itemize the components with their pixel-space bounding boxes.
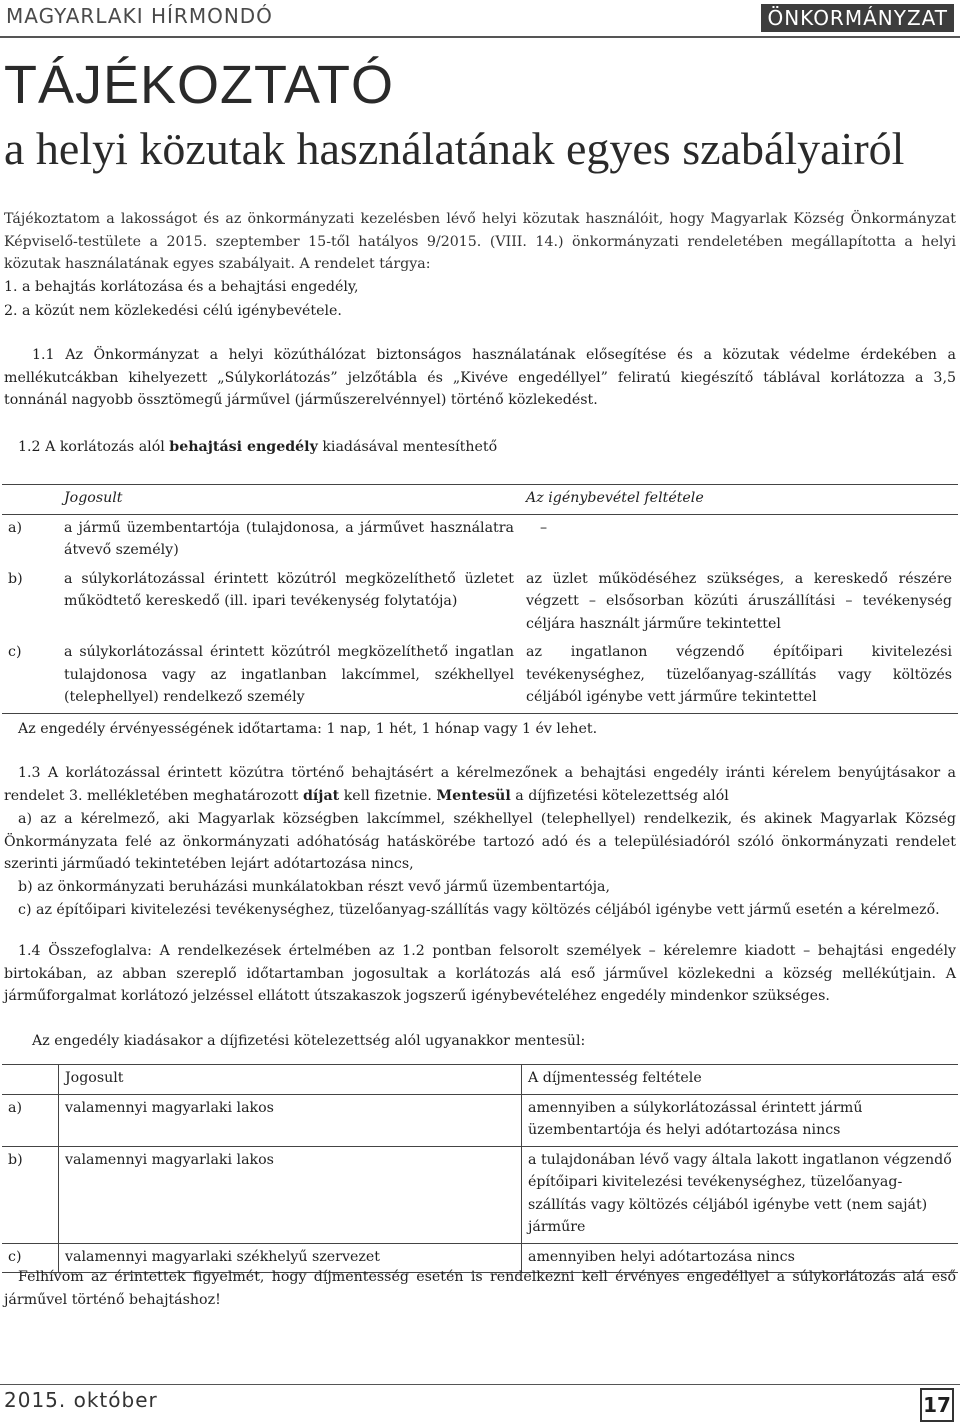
row-label: c): [2, 639, 58, 713]
publication-name: MAGYARLAKI HÍRMONDÓ: [6, 4, 273, 28]
section-1-3-pre: 1.3 A korlátozással érintett közútra történő behajtásért a kérelmezőnek a behajtási engedély iránti kérelem benyújtásakor a rendelet 3. mellékletében meghatározott: [4, 765, 956, 804]
subject-item-2: 2. a közút nem közlekedési célú igénybevétele.: [4, 303, 342, 319]
row-jogosult: a súlykorlátozással érintett közútról megközelíthető ingatlan tulajdonosa vagy az ingatlanban lakcímmel, székhellyel (telephellyel) rendelkező személy: [58, 639, 520, 713]
table-row: [2, 566, 958, 640]
exemption-col-feltetel: A díjmentesség feltétele: [522, 1065, 959, 1095]
row-feltetel: amennyiben helyi adótartozása nincs: [522, 1243, 959, 1273]
row-label: b): [8, 570, 23, 587]
row-feltetel: amennyiben a súlykorlátozással érintett jármű üzembentartója és helyi adótartozása nincs: [522, 1094, 959, 1146]
section-1-3-post: a díjfizetési kötelezettség alól: [510, 787, 729, 804]
subject-item-1: 1. a behajtás korlátozása és a behajtási engedély,: [4, 279, 359, 295]
row-jogosult: a jármű üzembentartója (tulajdonosa, a járművet használatra átvevő személy): [64, 519, 514, 558]
validity-note: Az engedély érvényességének időtartama: 1 nap, 1 hét, 1 hónap vagy 1 év lehet.: [18, 721, 598, 737]
section-1-2: [4, 436, 956, 459]
row-feltetel: az ingatlanon végzendő építőipari kivitelezési tevékenységhez, tüzelőanyag-szállítás vagy költözés céljából igénybe vett járműre tekintettel: [520, 639, 958, 713]
exemption-table: [2, 1064, 958, 1273]
footer-divider: [0, 1384, 960, 1385]
closing-note: Felhívom az érintettek figyelmét, hogy díjmentesség esetén is rendelkezni kell érvényes engedéllyel a súlykorlátozás alá eső járművel történő behajtáshoz!: [4, 1269, 956, 1308]
permit-table-header: [2, 485, 958, 515]
table-row: [2, 639, 958, 713]
table-row: [2, 514, 958, 566]
row-label: a): [2, 1094, 59, 1146]
section-1-3-fee: díjat: [303, 787, 340, 804]
permit-col-feltetel: Az igénybevétel feltétele: [520, 485, 958, 515]
row-feltetel: a tulajdonában lévő vagy általa lakott ingatlanon végzendő építőipari kivitelezési tevékenységhez, tüzelőanyag-szállítás vagy költözés céljából igénybe vett (nem saját) járműre: [522, 1146, 959, 1243]
intro-paragraph: Tájékoztatom a lakosságot és az önkormányzati kezelésben lévő helyi közutak használóit, hogy Magyarlak Község Önkormányzat Képviselő-testülete a 2015. szeptember 15-től hatályos 9/2015. (VIII. 14.) önkormányzati rendeletében megállapította a helyi közutak használatának egyes szabályait. A rendelet tárgya:: [4, 211, 956, 272]
exemption-intro: Az engedély kiadásakor a díjfizetési kötelezettség alól ugyanakkor mentesül:: [32, 1033, 586, 1049]
row-jogosult: a súlykorlátozással érintett közútról megközelíthető üzletet működtető kereskedő (ill. ipari tevékenység folytatója): [64, 570, 514, 609]
section-1-3-mid: kell fizetnie.: [339, 787, 437, 804]
row-jogosult: valamennyi magyarlaki székhelyű szervezet: [59, 1243, 522, 1273]
row-label: c): [2, 1243, 59, 1273]
row-jogosult: valamennyi magyarlaki lakos: [59, 1094, 522, 1146]
row-label: b): [2, 1146, 59, 1243]
issue-date: 2015. október: [4, 1388, 158, 1412]
page-title: TÁJÉKOZTATÓ: [4, 55, 395, 115]
exempt-item-a: a) az a kérelmező, aki Magyarlak községben lakcímmel, székhellyel (telephellyel) rendelkezik, és akinek Magyarlak Község Önkormányzata felé az önkormányzati adóhatóság hatáskörébe tartozó adó és a településiadóról szóló önkormányzati rendelet szerinti járműadó tekintetében lejárt adótartozása nincs,: [4, 811, 956, 872]
page-subtitle: a helyi közutak használatának egyes szabályairól: [4, 123, 905, 174]
table-row: [2, 1094, 958, 1146]
row-feltetel: –: [540, 519, 548, 536]
section-1-2-pre: 1.2 A korlátozás alól: [18, 439, 170, 455]
row-feltetel: az üzlet működéséhez szükséges, a kereskedő részére végzett – elsősorban közúti áruszállítási – tevékenység céljára használt járműre tekintettel: [526, 570, 952, 632]
exempt-item-c: c) az építőipari kivitelezési tevékenységhez, tüzelőanyag-szállítás vagy költözés céljából igénybe vett jármű esetén a kérelmező.: [18, 902, 940, 918]
table-row: [2, 1146, 958, 1243]
section-1-2-post: kiadásával mentesíthető: [317, 439, 498, 455]
header-divider: [0, 36, 960, 38]
section-label: ÖNKORMÁNYZAT: [761, 4, 954, 32]
row-label: a): [8, 519, 22, 536]
section-1-3-exempt: Mentesül: [436, 787, 511, 804]
page-number: 17: [920, 1388, 954, 1422]
section-1-4: 1.4 Összefoglalva: A rendelkezések értelmében az 1.2 pontban felsorolt személyek – kérelemre kiadott – behajtási engedély birtokában, az abban szereplő időtartamban jogosultak a korlátozás alá eső járművel közlekedni a község mellékútjain. A járműforgalmat korlátozó jelzéssel ellátott útszakaszok jogszerű igénybevételéhez engedély mindenkor szükséges.: [4, 943, 956, 1004]
permit-col-jogosult: Jogosult: [58, 485, 520, 515]
permit-table: [2, 484, 958, 714]
section-1-2-bold: behajtási engedély: [169, 439, 318, 455]
row-jogosult: valamennyi magyarlaki lakos: [59, 1146, 522, 1243]
exemption-col-jogosult: Jogosult: [59, 1065, 522, 1095]
section-1-3: [4, 762, 956, 807]
exemption-table-header: [2, 1065, 958, 1095]
section-1-1: 1.1 Az Önkormányzat a helyi közúthálózat biztonságos használatának elősegítése és a közutak védelme érdekében a mellékutcákban kihelyezett „Súlykorlátozás” jelzőtábla és „Kivéve engedéllyel” feliratú kiegészítő táblával korlátozza a 3,5 tonnánál nagyobb össztömegű járművel (járműszerelvénnyel) történő közlekedést.: [4, 347, 956, 408]
exempt-item-b: b) az önkormányzati beruházási munkálatokban részt vevő jármű üzembentartója,: [18, 879, 610, 895]
